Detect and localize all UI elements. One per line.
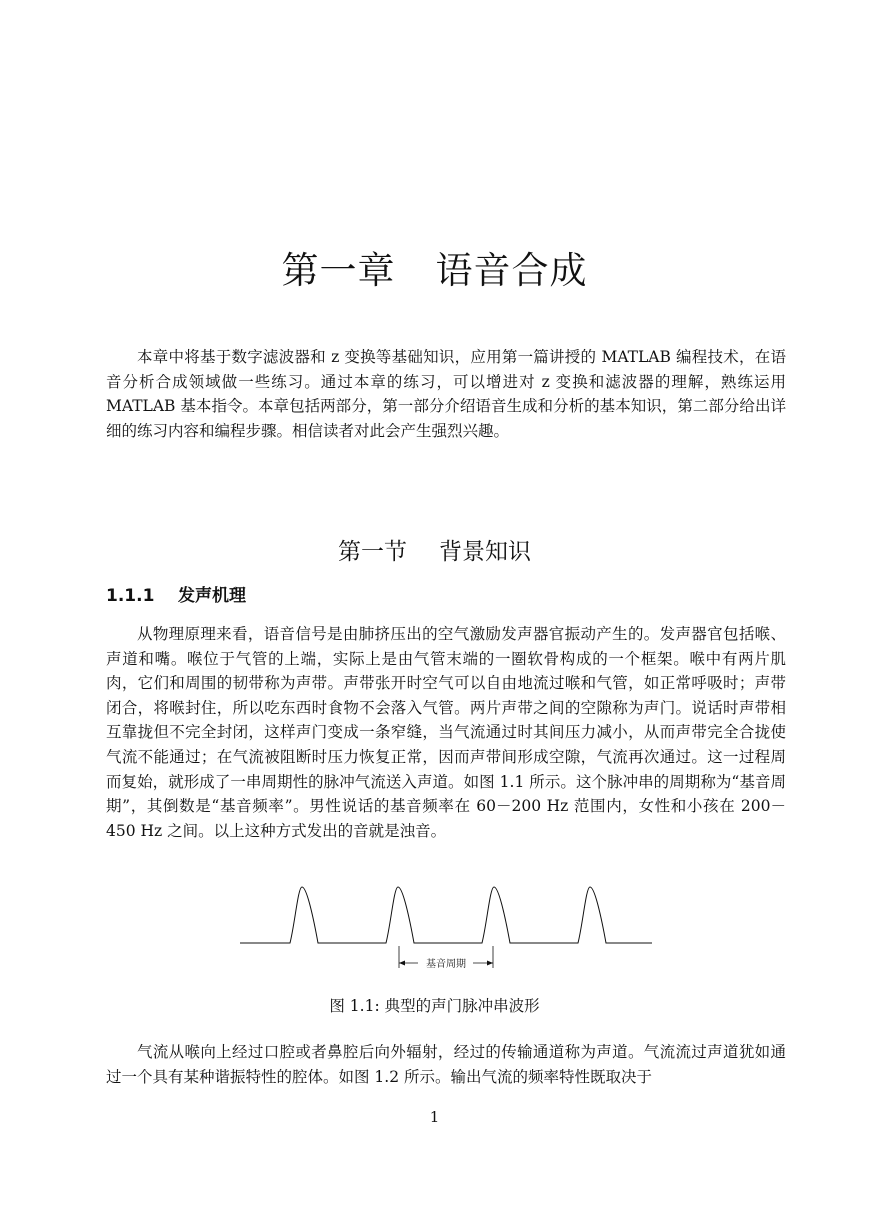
page-number: 1 <box>429 1108 440 1126</box>
body-paragraph-2: 气流从喉向上经过口腔或者鼻腔后向外辐射，经过的传输通道称为声道。气流流过声道犹如通过一个具有某种谐振特性的腔体。如图 1.2 所示。输出气流的频率特性既取决于 <box>106 1043 786 1086</box>
pulse-train-path <box>240 887 652 943</box>
glottal-pulse-figure <box>240 882 652 974</box>
period-annotation <box>399 946 493 970</box>
subsection-title-text: 发声机理 <box>178 586 246 606</box>
section-title <box>0 533 869 566</box>
section-number-label: 第一节 <box>338 539 407 565</box>
subsection-number: 1.1.1 <box>106 586 155 606</box>
chapter-title <box>0 240 869 294</box>
figure-caption: 图 1.1: 典型的声门脉冲串波形 <box>329 997 540 1015</box>
chapter-number-label: 第一章 <box>281 249 396 292</box>
section-title-text: 背景知识 <box>439 539 531 565</box>
chapter-intro-paragraph: 本章中将基于数字滤波器和 z 变换等基础知识，应用第一篇讲授的 MATLAB 编程技术，在语音分析合成领域做一些练习。通过本章的练习，可以增进对 z 变换和滤波器的理解，熟练运用 MATLAB 基本指令。本章包括两部分，第一部分介绍语音生成和分析的基本知识，第二部分给出详细的练习内容和编程步骤。相信读者对此会产生强烈兴趣。 <box>106 348 786 440</box>
chapter-title-text: 语音合成 <box>435 249 588 292</box>
subsection-title <box>106 581 246 606</box>
pulse-train-waveform <box>240 887 652 943</box>
period-arrowhead-right <box>487 961 493 966</box>
body-paragraph-1: 从物理原理来看，语音信号是由肺挤压出的空气激励发声器官振动产生的。发声器官包括喉、声道和嘴。喉位于气管的上端，实际上是由气管末端的一圈软骨构成的一个框架。喉中有两片肌肉，它们和周围的韧带称为声带。声带张开时空气可以自由地流过喉和气管，如正常呼吸时；声带闭合，将喉封住，所以吃东西时食物不会落入气管。两片声带之间的空隙称为声门。说话时声带相互靠拢但不完全封闭，这样声门变成一条窄缝，当气流通过时其间压力减小，从而声带完全合拢使气流不能通过；在气流被阻断时压力恢复正常，因而声带间形成空隙，气流再次通过。这一过程周而复始，就形成了一串周期性的脉冲气流送入声道。如图 1.1 所示。这个脉冲串的周期称为“基音周期”，其倒数是“基音频率”。男性说话的基音频率在 60－200 Hz 范围内，女性和小孩在 200－450 Hz 之间。以上这种方式发出的音就是浊音。 <box>106 625 786 840</box>
period-arrowhead-left <box>399 961 405 966</box>
period-label: 基音周期 <box>426 959 466 970</box>
